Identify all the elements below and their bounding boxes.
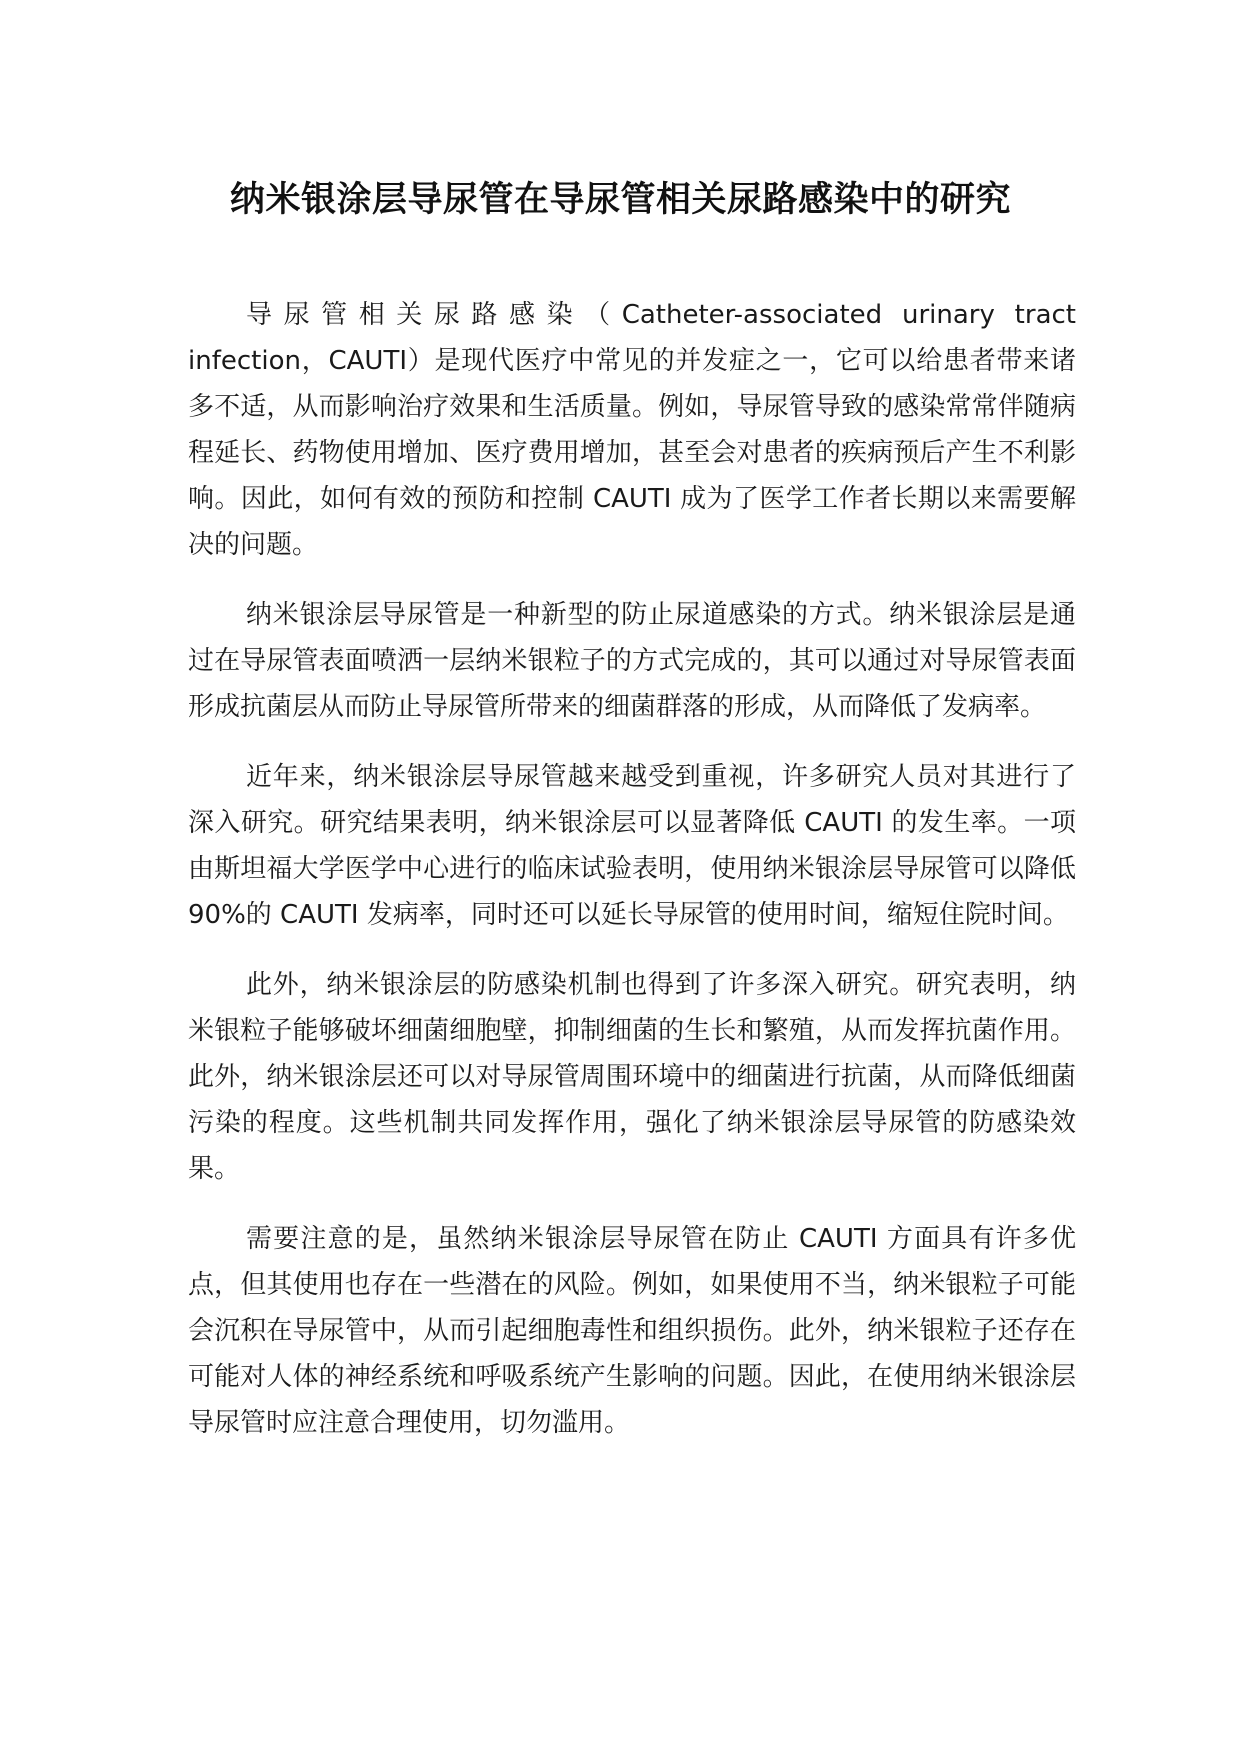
paragraph-5: 需要注意的是，虽然纳米银涂层导尿管在防止 CAUTI 方面具有许多优点，但其使用也存在一些潜在的风险。例如，如果使用不当，纳米银粒子可能会沉积在导尿管中，从而引起细胞毒性和组织损伤。此外，纳米银粒子还存在可能对人体的神经系统和呼吸系统产生影响的问题。因此，在使用纳米银涂层导尿管时应注意合理使用，切勿滥用。 — [188, 1224, 1076, 1438]
paragraph-1: 导尿管相关尿路感染（Catheter-associated urinary tract infection，CAUTI）是现代医疗中常见的并发症之一，它可以给患者带来诸多不适，从而影响治疗效果和生活质量。例如，导尿管导致的感染常常伴随病程延长、药物使用增加、医疗费用增加，甚至会对患者的疾病预后产生不利影响。因此，如何有效的预防和控制 CAUTI 成为了医学工作者长期以来需要解决的问题。 — [188, 300, 1076, 560]
document-title: 纳米银涂层导尿管在导尿管相关尿路感染中的研究 — [229, 180, 1011, 220]
paragraph-3: 近年来，纳米银涂层导尿管越来越受到重视，许多研究人员对其进行了深入研究。研究结果表明，纳米银涂层可以显著降低 CAUTI 的发生率。一项由斯坦福大学医学中心进行的临床试验表明，使用纳米银涂层导尿管可以降低 90%的 CAUTI 发病率，同时还可以延长导尿管的使用时间，缩短住院时间。 — [188, 762, 1076, 930]
document-body — [188, 292, 1076, 1470]
paragraph-2: 纳米银涂层导尿管是一种新型的防止尿道感染的方式。纳米银涂层是通过在导尿管表面喷洒一层纳米银粒子的方式完成的，其可以通过对导尿管表面形成抗菌层从而防止导尿管所带来的细菌群落的形成，从而降低了发病率。 — [188, 600, 1076, 722]
paragraph-4: 此外，纳米银涂层的防感染机制也得到了许多深入研究。研究表明，纳米银粒子能够破坏细菌细胞壁，抑制细菌的生长和繁殖，从而发挥抗菌作用。此外，纳米银涂层还可以对导尿管周围环境中的细菌进行抗菌，从而降低细菌污染的程度。这些机制共同发挥作用，强化了纳米银涂层导尿管的防感染效果。 — [188, 970, 1076, 1184]
